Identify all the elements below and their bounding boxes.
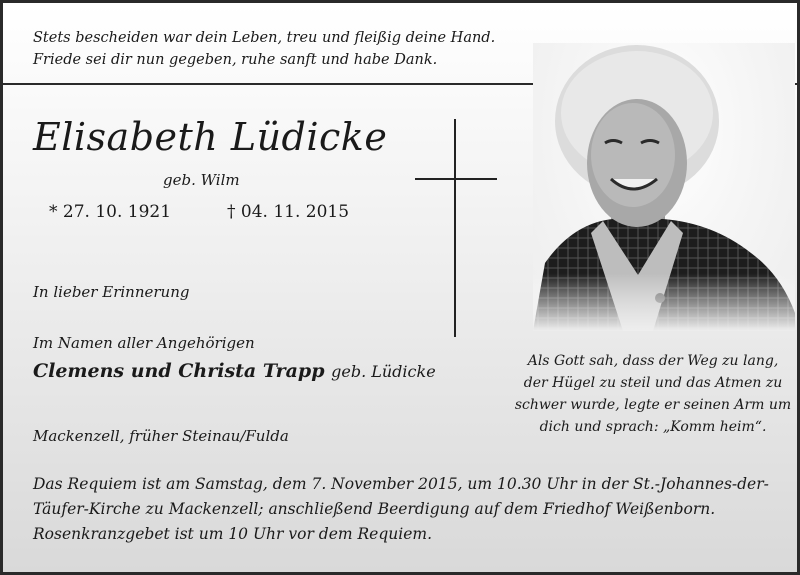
family-intro: Im Namen aller Angehörigen: [33, 334, 255, 352]
quote-block: [503, 350, 800, 438]
birth-date: * 27. 10. 1921: [49, 202, 172, 222]
memory-text: In lieber Erinnerung: [33, 283, 190, 301]
cross-icon-bar: [415, 178, 497, 180]
poem-line-1: Stets bescheiden war dein Leben, treu und fleißig deine Hand.: [33, 30, 496, 46]
requiem-line-2: Täufer-Kirche zu Mackenzell; anschließend Beerdigung auf dem Friedhof Weißenborn.: [33, 500, 716, 518]
portrait-photo: [533, 43, 795, 331]
poem-line-2: Friede sei dir nun gegeben, ruhe sanft und habe Dank.: [33, 52, 438, 68]
requiem-line-3: Rosenkranzgebet ist um 10 Uhr vor dem Requiem.: [33, 525, 433, 543]
death-date: † 04. 11. 2015: [227, 202, 350, 222]
requiem-block: [33, 472, 793, 547]
quote-line-2: der Hügel zu steil und das Atmen zu: [523, 375, 783, 391]
quote-line-1: Als Gott sah, dass der Weg zu lang,: [527, 353, 779, 369]
cross-icon: [454, 119, 456, 337]
mourners-names: Clemens und Christa Trapp: [33, 360, 325, 382]
maiden-name: geb. Wilm: [163, 171, 240, 189]
place-text: Mackenzell, früher Steinau/Fulda: [33, 427, 289, 445]
deceased-name: Elisabeth Lüdicke: [33, 115, 388, 159]
requiem-line-1: Das Requiem ist am Samstag, dem 7. November 2015, um 10.30 Uhr in der St.-Johannes-der-: [33, 475, 769, 493]
quote-line-4: dich und sprach: „Komm heim“.: [539, 419, 767, 435]
mourners-line: [33, 360, 436, 382]
portrait-image: [533, 43, 795, 331]
mourners-maiden: geb. Lüdicke: [331, 362, 436, 381]
quote-line-3: schwer wurde, legte er seinen Arm um: [514, 397, 792, 413]
